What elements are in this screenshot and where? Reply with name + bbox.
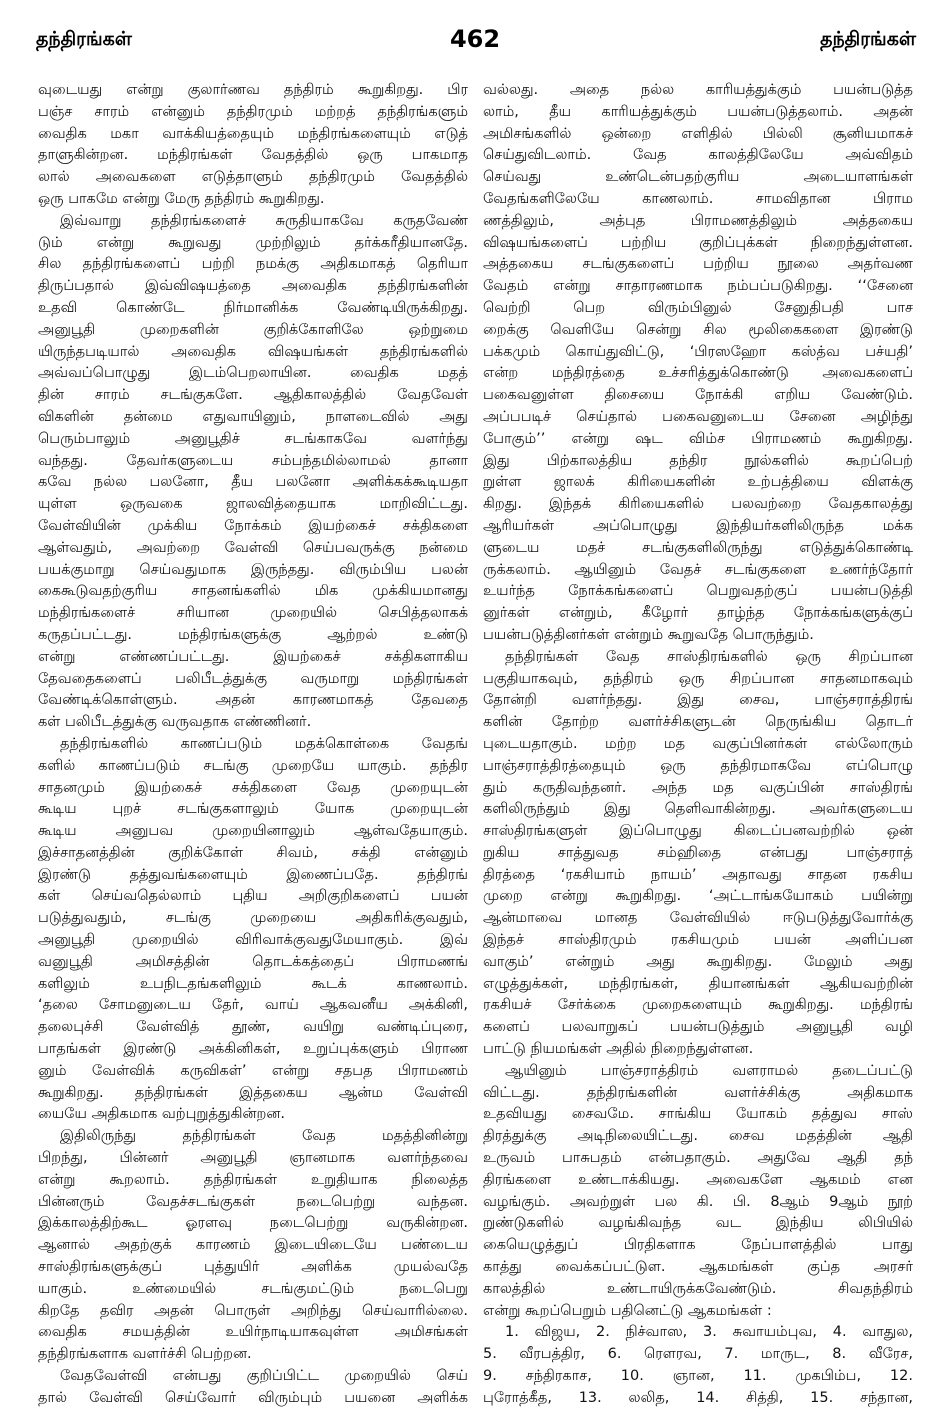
text-line: அனுபூதி முறைகளின் குறிக்கோளிலே ஒற்றுமை [38, 321, 468, 338]
text-line: றுள்ள ஜாலக் கிரியைகளின் உற்பத்தியை விளக்கு [483, 474, 913, 491]
text-line: கிறது. இந்தக் கிரியைகளில் பலவற்றை வேதகாலத்து [483, 496, 913, 513]
text-line: யிருந்தபடியால் அவைதிக விஷயங்கள் தந்திரங்களில் [38, 343, 468, 360]
text-line: இதிலிருந்து தந்திரங்கள் வேத மதத்தினின்று [60, 1128, 468, 1145]
text-line: வேண்டிக்கொள்ளும். அதன் காரணமாகத் தேவதை [38, 692, 468, 709]
text-line: திரத்தை ‘ரகசியாம் நாயம்’ அதாவது சாதன ரகசிய [483, 866, 913, 883]
text-line: கவே நல்ல பலனோ, தீய பலனோ அளிக்கக்கூடியதா [38, 474, 468, 491]
text-line: ஆன்மாவை மானத வேள்வியில் ஈடுபடுத்துவோர்க்கு [483, 910, 913, 927]
text-line: வேதம் என்று சாதாரணமாக நம்பப்படுகிறது. ‘‘சேனை [483, 278, 913, 295]
text-line: ரகசியச் சேர்க்கை முறைகளையும் கூறுகிறது. மந்திரங் [483, 997, 913, 1014]
text-line: பாதங்கள் இரண்டு அக்கினிகள், உறுப்புக்களும் பிராண [38, 1041, 468, 1058]
text-line: வைதிக சமயத்தின் உயிர்நாடியாகவுள்ள அமிசங்கள் [38, 1324, 468, 1341]
text-line: வுடையது என்று குலார்ணவ தந்திரம் கூறுகிறது. பிர [38, 82, 468, 98]
text-line: கள் பலிபீடத்துக்கு வருவதாக எண்ணினர். [38, 714, 312, 731]
text-line: வழங்கும். அவற்றுள் பல கி. பி. 8ஆம் 9ஆம் நூற் [483, 1193, 913, 1210]
text-line: களைப் பலவாறுகப் பயன்படுத்தும் அனுபூதி வழி [483, 1019, 913, 1036]
left-text-column [38, 80, 468, 1410]
text-line: தின் சாரம் சடங்குகளே. ஆதிகாலத்தில் வேதவேள் [38, 387, 468, 404]
text-line: தும் கருதிவந்தனர். அந்த மத வகுப்பின் சாஸ்திரங் [483, 779, 913, 796]
text-line: இக்காலத்திற்கூட ஓரளவு நடைபெற்று வருகின்றன. [38, 1215, 468, 1232]
text-line: விஷயங்களைப் பற்றிய குறிப்புக்கள் நிறைந்துள்ளன. [483, 234, 913, 251]
text-line: களில் காணப்படும் சடங்கு முறையே யாகும். தந்திர [38, 757, 468, 774]
text-line: அப்பபடிச் செய்தால் பகைவனுடைய சேனை அழிந்து [483, 408, 913, 425]
text-line: னும் வேள்விக் கருவிகள்’ என்று சதபத பிராமணம் [38, 1062, 468, 1079]
text-line: தேவதைகளைப் பலிபீடத்துக்கு வருமாறு மந்திரங்கள் [38, 670, 468, 687]
text-line: விகளின் தன்மை எதுவாயினும், நாளடைவில் அது [38, 408, 468, 425]
text-line: வைதிக மகா வாக்கியத்தையும் மந்திரங்களையும் எடுத் [38, 125, 468, 142]
text-line: முறை என்று கூறுகிறது. ‘அட்டாங்கயோகம் பயின்று [483, 888, 913, 905]
right-text-column [483, 80, 913, 1410]
text-line: திருப்பதால் இவ்விஷயத்தை அவைதிக தந்திரங்களின் [38, 278, 468, 295]
text-line: திரங்களை உண்டாக்கியது. அவைகளே ஆகமம் என [483, 1171, 913, 1188]
text-line: இந்தச் சாஸ்திரமும் ரகசியமும் பயன் அளிப்பன [483, 932, 913, 949]
text-line: ணத்திலும், அத்புத பிராமணத்திலும் அத்தகைய [483, 212, 913, 229]
text-line: உதவி கொண்டே நிர்மானிக்க வேண்டியிருக்கிறது. [38, 299, 468, 316]
text-line: ஆனால் அதற்குக் காரணம் இடையிடையே பண்டைய [38, 1237, 468, 1254]
page-number: 462 [449, 25, 501, 53]
text-line: இரண்டு தத்துவங்களையும் இணைப்பதே. தந்திரங் [38, 866, 468, 883]
text-line: பயக்குமாறு செய்வதுமாக இருந்தது. விரும்பிய பலன் [38, 561, 468, 578]
text-line: பஞ்ச சாரம் என்னும் தந்திரமும் மற்றத் தந்திரங்களும் [38, 103, 468, 120]
text-line: அமிசங்களில் ஒன்றை எளிதில் பில்லி சூனியமாகச் [483, 125, 913, 142]
text-line: தாளுகின்றன. மந்திரங்கள் வேதத்தில் ஒரு பாகமாத [38, 147, 468, 164]
text-line: கூறுகிறது. தந்திரங்கள் இத்தகைய ஆன்ம வேள்வி [38, 1084, 468, 1101]
text-line: என்ற மந்திரத்தை உச்சரித்துக்கொண்டு அவைகளைப் [483, 365, 913, 382]
text-line: பின்னரும் வேதச்சடங்குகள் நடைபெற்று வந்தன. [38, 1193, 468, 1210]
text-line: சாஸ்திரங்களுக்குப் புத்துயிர் அளிக்க முயல்வதே [38, 1259, 468, 1276]
text-line: திரத்துக்கு அடிநிலையிட்டது. சைவ மதத்தின் ஆதி [483, 1128, 913, 1145]
text-line: தால் வேள்வி செய்வோர் விரும்பும் பயனை அளிக்க [38, 1389, 468, 1406]
text-line: பிறந்து, பின்னர் அனுபூதி ஞானமாக வளர்ந்தவை [38, 1150, 468, 1167]
text-line: றைக்கு வெளியே சென்று சில மூலிகைகளை இரண்டு [483, 321, 913, 338]
text-line: கருதப்பட்டது. மந்திரங்களுக்கு ஆற்றல் உண்டு [38, 626, 468, 643]
text-line: ஆயினும் பாஞ்சராத்திரம் வளராமல் தடைப்பட்டு [505, 1062, 913, 1079]
text-line: களின் தோற்ற வளர்ச்சிகளுடன் நெருங்கிய தொடர் [483, 714, 913, 731]
text-line: பாஞ்சராத்திரத்தையும் ஒரு தந்திரமாகவே எப்பொழு [483, 757, 913, 774]
text-line: உயர்ந்த நோக்கங்களைப் பெறுவதற்குப் பயன்படுத்தி [483, 583, 913, 600]
text-line: என்று கூறப்பெறும் பதினெட்டு ஆகமங்கள் : [483, 1302, 772, 1319]
text-line: டும் என்று கூறுவது முற்றிலும் தர்க்கரீதியானதே. [38, 234, 468, 251]
text-line: வேள்வியின் முக்கிய நோக்கம் இயற்கைச் சக்திகளை [38, 517, 468, 534]
text-line: யாகும். உண்மையில் சடங்குமட்டும் நடைபெறு [38, 1280, 468, 1297]
text-line: என்று எண்ணப்பட்டது. இயற்கைச் சக்திகளாகிய [38, 648, 468, 665]
text-line: அனுபூதி முறையில் விரிவாக்குவதுமேயாகும். இவ் [38, 932, 468, 949]
text-line: வேதவேள்வி என்பது குறிப்பிட்ட முறையில் செய் [60, 1368, 468, 1385]
text-line: இச்சாதனத்தின் குறிக்கோள் சிவம், சக்தி என்னும் [38, 844, 468, 861]
text-line: களிலும் உபநிடதங்களிலும் கூடக் காணலாம். [38, 975, 468, 992]
text-line: பக்கமும் கொய்துவிட்டு, ‘பிரஸஹோ கஸ்த்வ பச்யதி’ [483, 343, 913, 360]
text-line: தந்திரங்கள் வேத சாஸ்திரங்களில் ஒரு சிறப்பான [505, 648, 913, 665]
text-line: வனுபூதி அமிசத்தின் தொடக்கத்தைப் பிராமணங் [38, 953, 468, 970]
text-line: புரோத்கீத, 13. லலித, 14. சித்தி, 15. சந்தான, [483, 1389, 913, 1406]
text-line: யையே அதிகமாக வற்புறுத்துகின்றன. [38, 1106, 286, 1123]
text-line: கள் செய்வதெல்லாம் புதிய அறிகுறிகளைப் பயன் [38, 888, 468, 905]
text-line: வந்தது. தேவர்களுடைய சம்பந்தமில்லாமல் தானா [38, 452, 468, 469]
text-line: லால் அவைகளை எடுத்தாளும் தந்திரமும் வேதத்தில் [38, 169, 468, 186]
text-line: சில தந்திரங்களைப் பற்றி நமக்கு அதிகமாகத் தெரியா [38, 256, 468, 273]
text-line: பெரும்பாலும் அனுபூதிச் சடங்காகவே வளர்ந்து [38, 430, 468, 447]
running-head-right: தந்திரங்கள் [820, 28, 916, 50]
text-line: பயன்படுத்தினர்கள் என்றும் கூறுவதே பொருந்தும். [483, 626, 814, 643]
text-line: என்று கூறலாம். தந்திரங்கள் உறுதியாக நிலைத்த [38, 1171, 468, 1188]
text-line: வேதங்களிலேயே காணலாம். சாமவிதான பிராம [483, 190, 913, 207]
text-line: எழுத்துக்கள், மந்திரங்கள், தியானங்கள் ஆகியவற்றின் [483, 975, 913, 992]
text-line: ளுடைய மதச் சடங்குகளிலிருந்து எடுத்துக்கொண்டி [483, 539, 913, 556]
text-line: அத்தகைய சடங்குகளைப் பற்றிய நூலை அதர்வண [483, 256, 913, 273]
text-line: ஆரியர்கள் அப்பொழுது இந்தியர்களிலிருந்த மக்க [483, 517, 913, 534]
running-head-left: தந்திரங்கள் [36, 28, 132, 50]
text-line: தந்திரங்களில் காணப்படும் மதக்கொள்கை வேதங் [60, 735, 468, 752]
text-line: சாஸ்திரங்களுள் இப்பொழுது கிடைப்பனவற்றில் ஒன் [483, 823, 913, 840]
text-line: தந்திரங்களாக வளர்ச்சி பெற்றன. [38, 1346, 252, 1363]
text-line: சாதனமும் இயற்கைச் சக்திகளை வேத முறையுடன் [38, 779, 468, 796]
text-line: படுத்துவதும், சடங்கு முறையை அதிகரிக்குவதும், [38, 910, 468, 927]
text-line: ஆள்வதும், அவற்றை வேள்வி செய்பவருக்கு நன்மை [38, 539, 468, 556]
text-line: போகும்’’ என்று ஷட விம்ச பிராமணம் கூறுகிறது. [483, 430, 913, 447]
text-line: 5. வீரபத்திர, 6. ரௌரவ, 7. மாருட, 8. வீரேச, [483, 1346, 913, 1363]
text-line: புடையதாகும். மற்ற மத வகுப்பினர்கள் எல்லோரும் [483, 735, 913, 752]
text-line: மந்திரங்களைச் சரியான முறையில் செபித்தலாகக் [38, 605, 468, 622]
text-line: 9. சந்திரகாச, 10. ஞான, 11. முகபிம்ப, 12. [483, 1368, 913, 1385]
text-line: செய்துவிடலாம். வேத காலத்திலேயே அவ்விதம் [483, 147, 913, 164]
text-line: ‘தலை சோமனுடைய தேர், வாய் ஆகவனீய அக்கினி, [38, 997, 468, 1014]
text-line: கையெழுத்துப் பிரதிகளாக நேப்பாளத்தில் பாது [483, 1237, 913, 1254]
text-line: கிறதே தவிர அதன் பொருள் அறிந்து செய்வாரில்லை. [38, 1302, 468, 1319]
text-line: உதவியது சைவமே. சாங்கிய யோகம் தத்துவ சாஸ் [483, 1106, 913, 1123]
text-line: பகைவனுள்ள திசையை நோக்கி எறிய வேண்டும். [483, 387, 913, 404]
text-line: களிலிருந்தும் இது தெளிவாகின்றது. அவர்களுடைய [483, 801, 913, 818]
text-line: 1. விஜய, 2. நிச்வாஸ, 3. சுவாயம்புவ, 4. வாதுல, [505, 1324, 913, 1341]
text-line: வாகும்’ என்றும் அது கூறுகிறது. மேலும் அது [483, 953, 913, 970]
text-line: உருவம் பாசுபதம் என்பதாகும். அதுவே ஆதி தந் [483, 1150, 913, 1167]
text-line: இது பிற்காலத்திய தந்திர நூல்களில் கூறப்பெற் [483, 452, 913, 469]
text-line: னுர்கள் என்றும், கீழோர் தாழ்ந்த நோக்கங்களுக்குப் [483, 605, 913, 622]
text-line: காலத்தில் உண்டாயிருக்கவேண்டும். சிவதந்திரம் [483, 1280, 913, 1297]
text-line: காத்து வைக்கப்பட்டுள. ஆகமங்கள் குப்த அரசர் [483, 1259, 913, 1276]
text-line: றுண்டுகளில் வழங்கிவந்த வட இந்திய லிபியில் [483, 1215, 913, 1232]
text-line: கூடிய புறச் சடங்குகளாலும் யோக முறையுடன் [38, 801, 468, 818]
text-line: வல்லது. அதை நல்ல காரியத்துக்கும் பயன்படுத்த [483, 82, 913, 98]
text-line: வெற்றி பெற விரும்பினுல் சேனுதிபதி பாச [483, 299, 913, 316]
text-line: தலைபுச்சி வேள்வித் தூண், வயிறு வண்டிப்புரை, [38, 1019, 468, 1036]
text-line: ருக்கலாம். ஆயினும் வேதச் சடங்குகளை உணர்ந்தோர் [483, 561, 913, 578]
text-line: பாட்டு நியமங்கள் அதில் நிறைந்துள்ளன. [483, 1041, 754, 1058]
text-line: கூடிய அனுபவ முறையினாலும் ஆள்வதேயாகும். [38, 823, 468, 840]
text-line: ஒரு பாகமே என்று மேரு தந்திரம் கூறுகிறது. [38, 190, 325, 207]
text-line: லாம், தீய காரியத்துக்கும் பயன்படுத்தலாம். அதன் [483, 103, 913, 120]
text-line: பகுதியாகவும், தந்திரம் ஒரு சிறப்பான சாதனமாகவும் [483, 670, 913, 687]
text-line: அவ்வப்பொழுது இடம்பெறலாயின. வைதிக மதத் [38, 365, 468, 382]
text-line: செய்வது உண்டென்பதற்குரிய அடையாளங்கள் [483, 169, 913, 186]
text-line: யுள்ள ஒருவகை ஜாலவித்தையாக மாறிவிட்டது. [38, 496, 468, 513]
text-line: விட்டது. தந்திரங்களின் வளர்ச்சிக்கு அதிகமாக [483, 1084, 913, 1101]
text-line: கைகூடுவதற்குரிய சாதனங்களில் மிக முக்கியமானது [38, 583, 468, 600]
text-line: இவ்வாறு தந்திரங்களைச் சுருதியாகவே கருதவேண் [60, 212, 468, 229]
text-line: றுகிய சாத்துவத சம்ஹிதை என்பது பாஞ்சராத் [483, 844, 913, 861]
text-line: தோன்றி வளர்ந்தது. இது சைவ, பாஞ்சராத்திரங் [483, 692, 913, 709]
